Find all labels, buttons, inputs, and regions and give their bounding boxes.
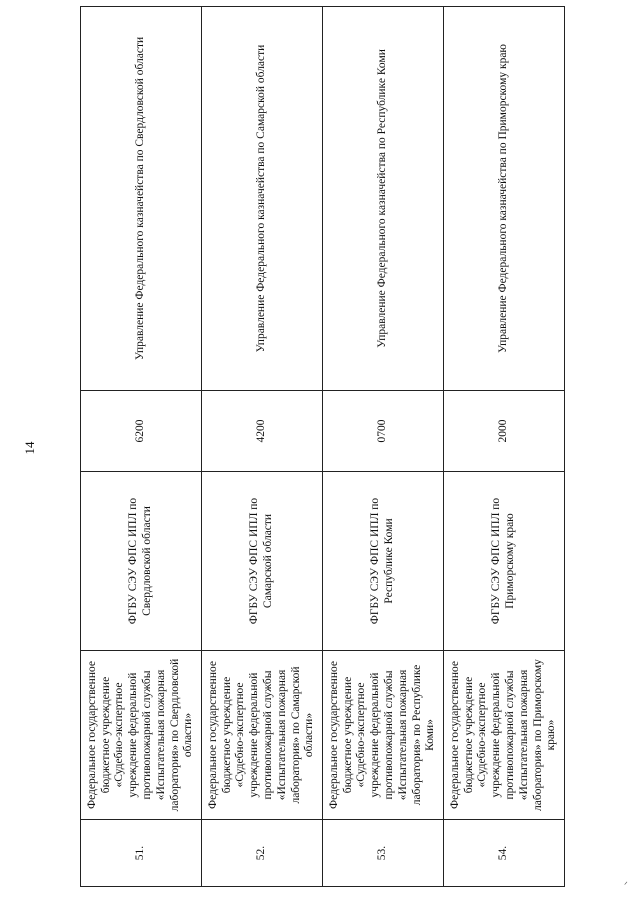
institution-short-name: ФГБУ СЭУ ФПС ИПЛ по Приморскому краю	[444, 472, 565, 651]
table-row	[202, 7, 323, 887]
table-row	[444, 7, 565, 887]
institution-short-name: ФГБУ СЭУ ФПС ИПЛ по Свердловской области	[81, 472, 202, 651]
table-container	[80, 36, 564, 887]
institutions-table	[80, 6, 565, 887]
treasury-office: Управление Федерального казначейства по Приморскому краю	[444, 7, 565, 391]
institution-full-name: Федеральное государственное бюджетное учреждение «Судебно-экспертное учреждение федеральной противопожарной службы «Испытательная пожарная лаборатория» по Республике Коми»	[323, 651, 444, 820]
treasury-office: Управление Федерального казначейства по Свердловской области	[81, 7, 202, 391]
table-row	[323, 7, 444, 887]
institution-code: 4200	[202, 391, 323, 472]
scan-mark: ᐟ	[624, 880, 628, 890]
institution-short-name: ФГБУ СЭУ ФПС ИПЛ по Республике Коми	[323, 472, 444, 651]
row-number: 52.	[202, 820, 323, 887]
row-number: 51.	[81, 820, 202, 887]
page-number: 14	[22, 441, 37, 455]
institution-code: 6200	[81, 391, 202, 472]
table-row	[81, 7, 202, 887]
row-number: 54.	[444, 820, 565, 887]
institution-short-name: ФГБУ СЭУ ФПС ИПЛ по Самарской области	[202, 472, 323, 651]
institution-code: 2000	[444, 391, 565, 472]
row-number: 53.	[323, 820, 444, 887]
institution-code: 0700	[323, 391, 444, 472]
treasury-office: Управление Федерального казначейства по Республике Коми	[323, 7, 444, 391]
institution-full-name: Федеральное государственное бюджетное учреждение «Судебно-экспертное учреждение федеральной противопожарной службы «Испытательная пожарная лаборатория» по Самарской области»	[202, 651, 323, 820]
institution-full-name: Федеральное государственное бюджетное учреждение «Судебно-экспертное учреждение федеральной противопожарной службы «Испытательная пожарная лаборатория» по Свердловской области»	[81, 651, 202, 820]
treasury-office: Управление Федерального казначейства по Самарской области	[202, 7, 323, 391]
institution-full-name: Федеральное государственное бюджетное учреждение «Судебно-экспертное учреждение федеральной противопожарной службы «Испытательная пожарная лаборатория» по Приморскому краю»	[444, 651, 565, 820]
